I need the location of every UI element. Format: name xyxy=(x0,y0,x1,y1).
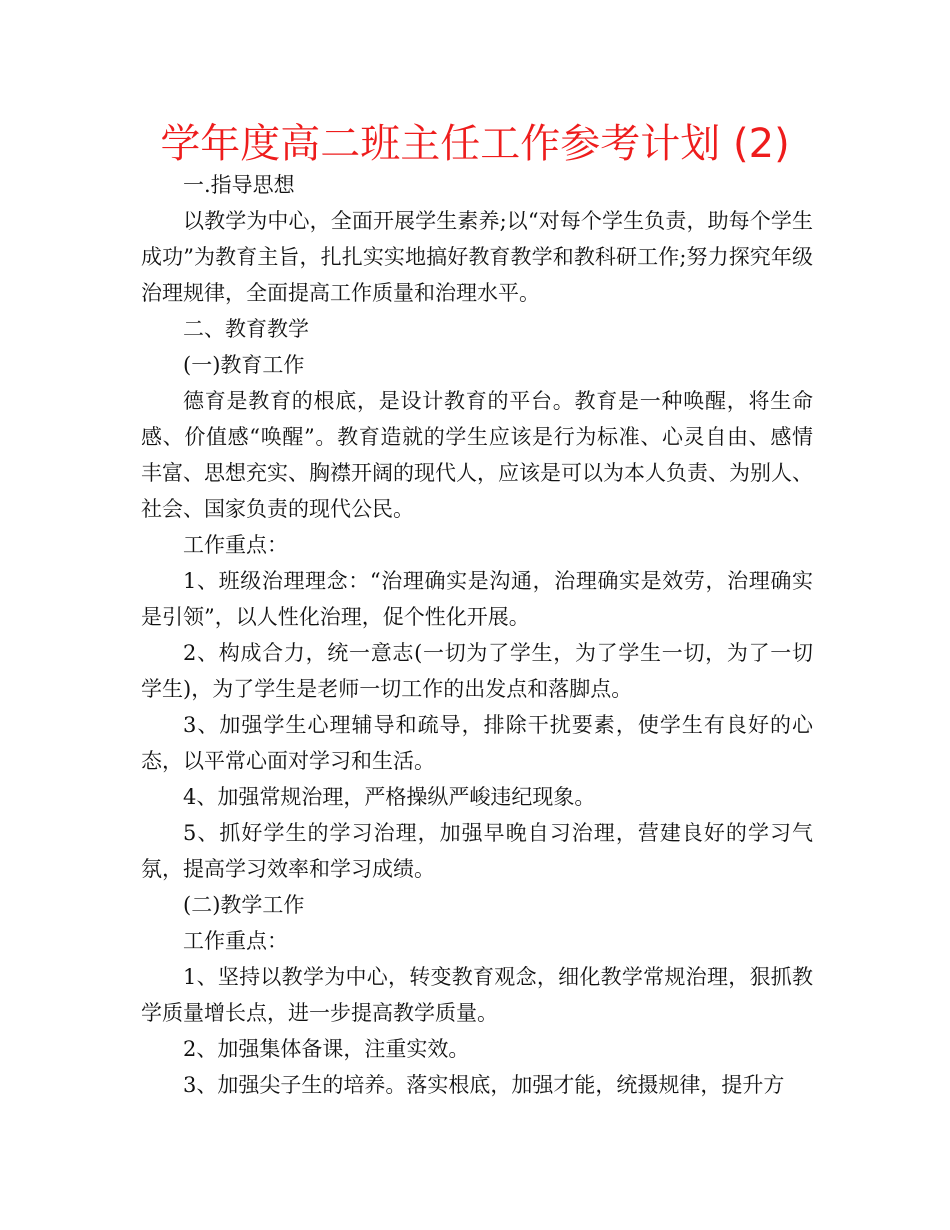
list-item-2: 2、构成合力，统一意志(一切为了学生，为了学生一切，为了一切学生)，为了学生是老师一切工作的出发点和落脚点。 xyxy=(141,641,813,701)
list-item-1: 1、班级治理理念：“治理确实是沟通，治理确实是效劳，治理确实是引领”，以人性化治理，促个性化开展。 xyxy=(141,569,813,629)
section-heading-guiding-thought: 一.指导思想 xyxy=(183,173,295,197)
teaching-list-item-3: 3、加强尖子生的培养。落实根底，加强才能，统摄规律，提升方 xyxy=(183,1073,785,1097)
paragraph-moral-education: 德育是教育的根底，是设计教育的平台。教育是一种唤醒，将生命感、价值感“唤醒”。教育造就的学生应该是行为标准、心灵自由、感情丰富、思想充实、胸襟开阔的现代人，应该是可以为本人负责、为别人、社会、国家负责的现代公民。 xyxy=(141,389,813,521)
paragraph-guiding-thought: 以教学为中心，全面开展学生素养;以“对每个学生负责，助每个学生成功”为教育主旨，扎扎实实地搞好教育教学和教科研工作;努力探究年级治理规律，全面提高工作质量和治理水平。 xyxy=(141,209,813,305)
list-item-3: 3、加强学生心理辅导和疏导，排除干扰要素，使学生有良好的心态，以平常心面对学习和生活。 xyxy=(141,713,813,773)
section-heading-education-teaching: 二、教育教学 xyxy=(183,317,309,341)
subsection-heading-teaching-work: (二)教学工作 xyxy=(183,893,305,917)
document-title: 学年度高二班主任工作参考计划 (2) xyxy=(160,121,790,167)
subsection-heading-education-work: (一)教育工作 xyxy=(183,353,305,377)
teaching-list-item-2: 2、加强集体备课，注重实效。 xyxy=(183,1037,470,1061)
teaching-list-item-1: 1、坚持以教学为中心，转变教育观念，细化教学常规治理，狠抓教学质量增长点，进一步提高教学质量。 xyxy=(141,965,813,1025)
label-work-focus-2: 工作重点： xyxy=(183,929,288,953)
document-body xyxy=(141,167,813,1103)
list-item-5: 5、抓好学生的学习治理，加强早晚自习治理，营建良好的学习气氛，提高学习效率和学习成绩。 xyxy=(141,821,813,881)
label-work-focus: 工作重点： xyxy=(183,533,288,557)
list-item-4: 4、加强常规治理，严格操纵严峻违纪现象。 xyxy=(183,785,596,809)
